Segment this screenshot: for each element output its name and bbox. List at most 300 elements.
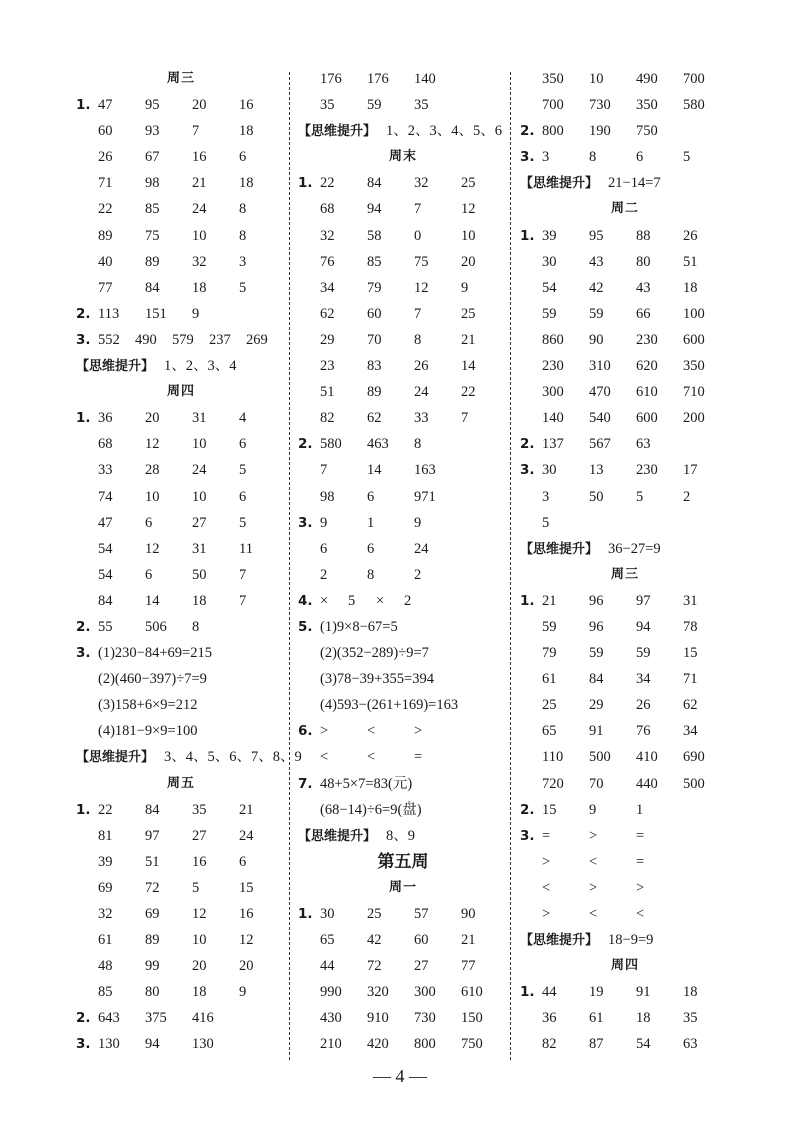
answer-cell: 14	[461, 358, 476, 375]
answer-cell: 31	[683, 592, 698, 609]
answer-cell: 14	[367, 462, 382, 479]
answer-cell: 9	[239, 984, 247, 1001]
question-number-text: 7.	[298, 775, 313, 792]
answer-row	[520, 744, 730, 770]
answer-cell: 9	[461, 279, 469, 296]
answer-cell: 150	[461, 1010, 483, 1027]
answer-cell: 210	[320, 1036, 342, 1053]
thinking-tag: 【思维提升】	[298, 828, 377, 844]
column-2	[298, 66, 508, 1058]
answer-row	[298, 66, 508, 92]
answer-cell: 71	[98, 175, 113, 192]
answer-cell: 84	[98, 592, 113, 609]
answer-row	[520, 353, 730, 379]
question-number-text: 2.	[520, 436, 535, 453]
answer-cell: 19	[589, 984, 604, 1001]
answer-row	[520, 1005, 730, 1031]
day-heading: 周三	[166, 71, 195, 86]
answer-row	[520, 379, 730, 405]
answer-cell: 59	[589, 305, 604, 322]
answer-cell: 20	[192, 97, 207, 114]
answer-cell: 6	[239, 436, 247, 453]
answer-cell: =	[414, 749, 423, 766]
answer-cell: 579	[172, 331, 194, 348]
answer-cell: 33	[98, 462, 113, 479]
answer-cell: 416	[192, 1010, 214, 1027]
answer-cell: 22	[98, 201, 113, 218]
answer-cell: 89	[98, 227, 113, 244]
question-number-text: 3.	[76, 1036, 91, 1053]
answer-cell: 30	[542, 253, 557, 270]
answer-cell: 12	[145, 436, 160, 453]
answer-cell: 42	[589, 279, 604, 296]
answer-cell: 84	[589, 671, 604, 688]
question-number	[76, 614, 98, 640]
answer-cell: 50	[589, 488, 604, 505]
answer-row	[298, 1005, 508, 1031]
answer-cell: 35	[683, 1010, 698, 1027]
expression-line	[76, 640, 286, 666]
answer-cell: 5	[239, 462, 247, 479]
answer-cell: 6	[145, 566, 153, 583]
answer-cell: <	[636, 906, 645, 922]
answer-cell: 5	[636, 488, 644, 505]
expression-line	[298, 614, 508, 640]
answer-row	[520, 144, 730, 170]
answer-cell: 91	[589, 723, 604, 740]
answer-row	[76, 536, 286, 562]
question-number-text: 1.	[520, 984, 535, 1001]
answer-cell: 4	[239, 410, 247, 427]
expression-line	[76, 718, 286, 744]
answer-cell: 69	[145, 906, 160, 922]
answer-cell: =	[636, 853, 645, 870]
answer-row	[298, 510, 508, 536]
answer-cell: 21	[239, 801, 254, 818]
answer-cell: 79	[542, 645, 557, 662]
thinking-tag: 【思维提升】	[520, 176, 599, 192]
thinking-answer: 3、4、5、6、7、8、9	[164, 749, 302, 766]
answer-cell: >	[414, 723, 423, 740]
answer-cell: 15	[542, 801, 557, 818]
answer-cell: 5	[348, 592, 356, 609]
answer-cell: 7	[461, 410, 469, 427]
answer-cell: 70	[589, 775, 604, 792]
answer-row	[76, 457, 286, 483]
answer-cell: >	[542, 906, 551, 922]
question-number-text: 2.	[520, 801, 535, 818]
answer-row	[76, 196, 286, 222]
answer-cell: 269	[246, 331, 268, 348]
answer-cell: 51	[683, 253, 698, 270]
answer-row	[520, 327, 730, 353]
answer-row	[76, 562, 286, 588]
answer-cell: 350	[683, 358, 705, 375]
question-number	[76, 1005, 98, 1031]
answer-cell: 21	[192, 175, 207, 192]
answer-cell: 151	[145, 305, 167, 322]
question-number-text: 3.	[76, 645, 91, 662]
answer-row	[298, 353, 508, 379]
thinking-line	[520, 536, 730, 562]
answer-cell: 18	[683, 984, 698, 1001]
answer-cell: 96	[589, 592, 604, 609]
expression: (2)(460−397)÷7=9	[98, 671, 207, 688]
answer-cell: 36	[98, 410, 113, 427]
answer-cell: 7	[239, 592, 247, 609]
answer-cell: 81	[98, 827, 113, 844]
answer-cell: 61	[589, 1010, 604, 1027]
answer-cell: 580	[320, 436, 342, 453]
answer-cell: <	[320, 749, 329, 766]
answer-cell: 8	[414, 436, 422, 453]
answer-cell: 110	[542, 749, 564, 766]
answer-cell: 20	[239, 958, 254, 975]
question-number-text: 2.	[76, 618, 91, 635]
day-heading: 周四	[166, 384, 195, 400]
answer-cell: 72	[367, 958, 382, 975]
answer-row	[298, 379, 508, 405]
answer-cell: 350	[636, 97, 658, 114]
answer-cell: 76	[320, 253, 335, 270]
question-number	[76, 327, 98, 353]
answer-row	[76, 92, 286, 118]
answer-cell: 95	[589, 227, 604, 244]
expression-line	[298, 666, 508, 692]
answer-cell: 89	[145, 932, 160, 949]
answer-cell: 690	[683, 749, 705, 766]
answer-cell: ×	[376, 592, 385, 609]
question-number	[298, 510, 320, 536]
answer-cell: 54	[98, 540, 113, 557]
answer-cell: 730	[414, 1010, 436, 1027]
answer-cell: 506	[145, 618, 167, 635]
answer-cell: 237	[209, 331, 231, 348]
answer-row	[76, 979, 286, 1005]
answer-cell: 22	[98, 801, 113, 818]
question-number-text: 4.	[298, 592, 313, 609]
answer-row	[298, 431, 508, 457]
answer-cell: 28	[145, 462, 160, 479]
answer-cell: 7	[239, 566, 247, 583]
answer-cell: 420	[367, 1036, 389, 1053]
answer-row	[520, 405, 730, 431]
answer-row	[76, 118, 286, 144]
question-number-text: 2.	[298, 436, 313, 453]
answer-cell: 58	[367, 227, 382, 244]
answer-cell: 54	[98, 566, 113, 583]
answer-row	[520, 1031, 730, 1057]
answer-cell: 27	[192, 827, 207, 844]
answer-row	[76, 927, 286, 953]
answer-cell: 1	[367, 514, 375, 531]
answer-cell: 39	[542, 227, 557, 244]
answer-cell: 65	[542, 723, 557, 740]
answer-cell: 8	[367, 566, 375, 583]
answer-cell: 63	[683, 1036, 698, 1053]
answer-cell: 12	[414, 279, 429, 296]
answer-cell: 7	[192, 123, 200, 140]
answer-cell: 82	[542, 1036, 557, 1053]
answer-cell: 91	[636, 984, 651, 1001]
answer-cell: 15	[239, 879, 254, 896]
answer-cell: 83	[367, 358, 382, 375]
answer-cell: 32	[414, 175, 429, 192]
thinking-tag: 【思维提升】	[520, 933, 599, 949]
answer-cell: 84	[367, 175, 382, 192]
answer-row	[520, 275, 730, 301]
thinking-answer: 18−9=9	[608, 932, 654, 949]
answer-cell: 61	[98, 932, 113, 949]
answer-cell: 176	[320, 71, 342, 87]
answer-cell: 89	[145, 253, 160, 270]
answer-cell: 10	[192, 227, 207, 244]
question-number	[520, 823, 542, 849]
answer-cell: 74	[98, 488, 113, 505]
answer-cell: 10	[192, 436, 207, 453]
question-number-text: 3.	[520, 462, 535, 479]
column-separator	[289, 72, 290, 1060]
answer-cell: 76	[636, 723, 651, 740]
answer-row	[298, 953, 508, 979]
answer-cell: 12	[461, 201, 476, 218]
question-number	[520, 223, 542, 249]
question-number-text: 1.	[76, 97, 91, 114]
answer-cell: 93	[145, 123, 160, 140]
expression-line	[298, 640, 508, 666]
answer-cell: 25	[367, 906, 382, 922]
answer-cell: 44	[320, 958, 335, 975]
answer-cell: 75	[414, 253, 429, 270]
answer-row	[298, 275, 508, 301]
answer-row	[520, 875, 730, 901]
answer-row	[520, 979, 730, 1005]
answer-row	[76, 223, 286, 249]
answer-cell: 2	[404, 592, 412, 609]
answer-row	[520, 301, 730, 327]
answer-row	[520, 797, 730, 823]
answer-cell: 16	[192, 853, 207, 870]
answer-cell: >	[320, 723, 329, 740]
answer-cell: 50	[192, 566, 207, 583]
question-number-text: 2.	[520, 123, 535, 140]
answer-cell: 8	[414, 331, 422, 348]
answer-cell: 43	[589, 253, 604, 270]
answer-cell: 30	[542, 462, 557, 479]
answer-cell: 18	[192, 279, 207, 296]
answer-row	[298, 588, 508, 614]
answer-row	[520, 614, 730, 640]
answer-row	[298, 484, 508, 510]
answer-cell: 14	[145, 592, 160, 609]
answer-cell: 1	[636, 801, 644, 818]
answer-cell: =	[542, 827, 551, 844]
answer-cell: 490	[636, 71, 658, 87]
answer-row	[76, 797, 286, 823]
answer-cell: <	[367, 723, 376, 740]
answer-cell: 6	[239, 488, 247, 505]
question-number	[520, 457, 542, 483]
expression: (2)(352−289)÷9=7	[320, 645, 429, 662]
answer-cell: 77	[461, 958, 476, 975]
thinking-line	[298, 118, 508, 144]
question-number	[298, 431, 320, 457]
answer-cell: 10	[589, 71, 604, 87]
answer-row	[298, 405, 508, 431]
answer-cell: 600	[636, 410, 658, 427]
answer-row	[520, 901, 730, 927]
answer-cell: 21	[461, 932, 476, 949]
question-number	[520, 588, 542, 614]
answer-cell: 59	[367, 97, 382, 114]
answer-cell: 500	[683, 775, 705, 792]
answer-cell: 10	[192, 488, 207, 505]
answer-row	[76, 431, 286, 457]
column-3	[520, 66, 730, 1058]
answer-cell: 85	[98, 984, 113, 1001]
answer-cell: 800	[414, 1036, 436, 1053]
answer-cell: 94	[145, 1036, 160, 1053]
answer-cell: 90	[589, 331, 604, 348]
answer-row	[298, 536, 508, 562]
answer-cell: 971	[414, 488, 436, 505]
answer-cell: 430	[320, 1010, 342, 1027]
answer-cell: 7	[414, 305, 422, 322]
answer-cell: 5	[239, 279, 247, 296]
answer-cell: 16	[192, 149, 207, 166]
question-number	[520, 979, 542, 1005]
answer-cell: 17	[683, 462, 698, 479]
answer-cell: >	[589, 879, 598, 896]
answer-cell: 3	[542, 488, 550, 505]
answer-row	[298, 249, 508, 275]
answer-cell: 96	[589, 618, 604, 635]
answer-cell: 6	[145, 514, 153, 531]
answer-cell: 80	[145, 984, 160, 1001]
answer-cell: 48	[98, 958, 113, 975]
question-number-text: 1.	[298, 175, 313, 192]
answer-cell: 62	[683, 697, 698, 714]
answer-cell: 32	[98, 906, 113, 922]
answer-cell: 62	[367, 410, 382, 427]
answer-cell: 130	[192, 1036, 214, 1053]
answer-cell: 18	[192, 592, 207, 609]
answer-cell: 12	[239, 932, 254, 949]
answer-cell: 190	[589, 123, 611, 140]
answer-cell: 42	[367, 932, 382, 949]
answer-cell: 31	[192, 540, 207, 557]
thinking-line	[76, 744, 302, 770]
answer-cell: 730	[589, 97, 611, 114]
answer-cell: 25	[461, 305, 476, 322]
answer-cell: 85	[145, 201, 160, 218]
answer-cell: 60	[367, 305, 382, 322]
question-number	[76, 640, 98, 666]
answer-row	[298, 196, 508, 222]
answer-cell: 94	[636, 618, 651, 635]
answer-cell: 620	[636, 358, 658, 375]
answer-cell: 54	[636, 1036, 651, 1053]
answer-cell: 18	[683, 279, 698, 296]
answer-cell: 710	[683, 384, 705, 401]
answer-cell: 99	[145, 958, 160, 975]
answer-cell: 300	[414, 984, 436, 1001]
question-number-text: 3.	[520, 149, 535, 166]
answer-cell: 552	[98, 331, 120, 348]
answer-row	[76, 849, 286, 875]
answer-cell: 8	[192, 618, 200, 635]
answer-cell: 700	[683, 71, 705, 87]
answer-cell: 18	[239, 123, 254, 140]
answer-cell: >	[636, 879, 645, 896]
thinking-line	[520, 927, 730, 953]
answer-cell: 30	[320, 906, 335, 922]
answer-row	[298, 562, 508, 588]
answer-cell: 26	[683, 227, 698, 244]
question-number	[520, 144, 542, 170]
answer-cell: 8	[239, 201, 247, 218]
question-number-text: 6.	[298, 723, 313, 740]
answer-cell: 77	[98, 279, 113, 296]
answer-cell: 97	[145, 827, 160, 844]
answer-row	[520, 484, 730, 510]
answer-cell: >	[542, 853, 551, 870]
answer-cell: 88	[636, 227, 651, 244]
question-number-text: 1.	[520, 592, 535, 609]
question-number-text: 2.	[76, 1010, 91, 1027]
question-number	[298, 614, 320, 640]
question-number	[298, 901, 320, 927]
answer-cell: 84	[145, 801, 160, 818]
answer-cell: 463	[367, 436, 389, 453]
answer-cell: 140	[414, 71, 436, 87]
answer-cell: 40	[98, 253, 113, 270]
answer-cell: 500	[589, 749, 611, 766]
answer-row	[520, 510, 730, 536]
answer-row	[298, 327, 508, 353]
answer-cell: 36	[542, 1010, 557, 1027]
answer-row	[520, 118, 730, 144]
question-number-text: 3.	[76, 331, 91, 348]
answer-cell: 26	[98, 149, 113, 166]
answer-cell: 35	[414, 97, 429, 114]
answer-cell: 130	[98, 1036, 120, 1053]
expression: (3)158+6×9=212	[98, 697, 198, 714]
answer-cell: 55	[98, 618, 113, 635]
thinking-line	[298, 823, 508, 849]
answer-cell: 9	[320, 514, 328, 531]
answer-cell: 720	[542, 775, 564, 792]
question-number-text: 1.	[520, 227, 535, 244]
question-number-text: 1.	[298, 906, 313, 922]
expression: (1)230−84+69=215	[98, 645, 212, 662]
answer-cell: =	[636, 827, 645, 844]
thinking-answer: 21−14=7	[608, 175, 661, 192]
answer-cell: <	[589, 906, 598, 922]
answer-cell: 6	[636, 149, 644, 166]
answer-cell: 71	[683, 671, 698, 688]
answer-cell: 5	[683, 149, 691, 166]
answer-row	[520, 692, 730, 718]
answer-cell: 800	[542, 123, 564, 140]
answer-cell: 75	[145, 227, 160, 244]
answer-cell: 25	[461, 175, 476, 192]
answer-cell: 2	[414, 566, 422, 583]
question-number	[298, 588, 320, 614]
answer-cell: 137	[542, 436, 564, 453]
answer-row	[520, 66, 730, 92]
day-heading: 周四	[610, 958, 639, 974]
